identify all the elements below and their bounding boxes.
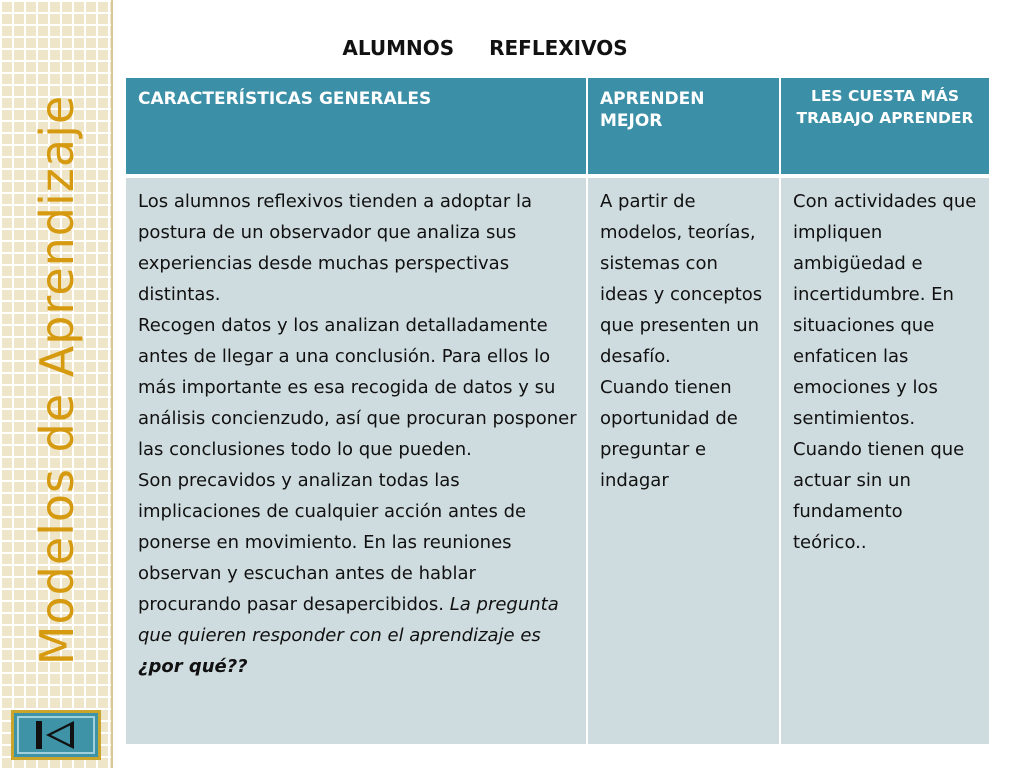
hardest-paragraph-2: Cuando tienen que actuar sin un fundamento teórico.. [793, 439, 965, 553]
learning-style-table [124, 76, 991, 746]
key-question-text: La pregunta que quieren responder con el aprendizaje es [138, 594, 559, 646]
page-title: ALUMNOS REFLEXIVOS [342, 36, 628, 60]
learn-best-paragraph-1: A partir de modelos, teorías, sistemas con ideas y conceptos que presenten un desafío. [600, 191, 763, 367]
characteristics-paragraph-3 [138, 465, 578, 682]
sidebar-title: Modelos de Aprendizaje [30, 94, 84, 666]
cell-hardest-to-learn [780, 176, 990, 745]
characteristics-paragraph-3-text: Son precavidos y analizan todas las implicaciones de cualquier acción antes de ponerse en movimiento. En las reuniones observan y escuchan antes de hablar procurando pasar desapercibidos. [138, 470, 527, 615]
sidebar [0, 0, 113, 768]
hardest-paragraph-1: Con actividades que impliquen ambigüedad e incertidumbre. En situaciones que enfaticen las emociones y los sentimientos. [793, 191, 977, 429]
header-characteristics: CARACTERÍSTICAS GENERALES [125, 77, 587, 176]
characteristics-paragraph-1: Los alumnos reflexivos tienden a adoptar la postura de un observador que analiza sus experiencias desde muchas perspectivas distintas. [138, 191, 532, 305]
first-slide-button[interactable] [11, 710, 101, 760]
skip-to-start-icon [34, 720, 78, 750]
header-learn-best: APRENDEN MEJOR [587, 77, 780, 176]
learn-best-paragraph-2: Cuando tienen oportunidad de preguntar e indagar [600, 377, 738, 491]
table-row [125, 176, 990, 745]
cell-characteristics [125, 176, 587, 745]
cell-learn-best [587, 176, 780, 745]
characteristics-paragraph-2: Recogen datos y los analizan detalladamente antes de llegar a una conclusión. Para ellos lo más importante es esa recogida de datos y su análisis concienzudo, así que procuran posponer las conclusiones todo lo que pueden. [138, 315, 577, 460]
key-question: ¿por qué?? [138, 656, 248, 677]
table-header-row [125, 77, 990, 176]
header-hardest-to-learn: LES CUESTA MÁS TRABAJO APRENDER [780, 77, 990, 176]
